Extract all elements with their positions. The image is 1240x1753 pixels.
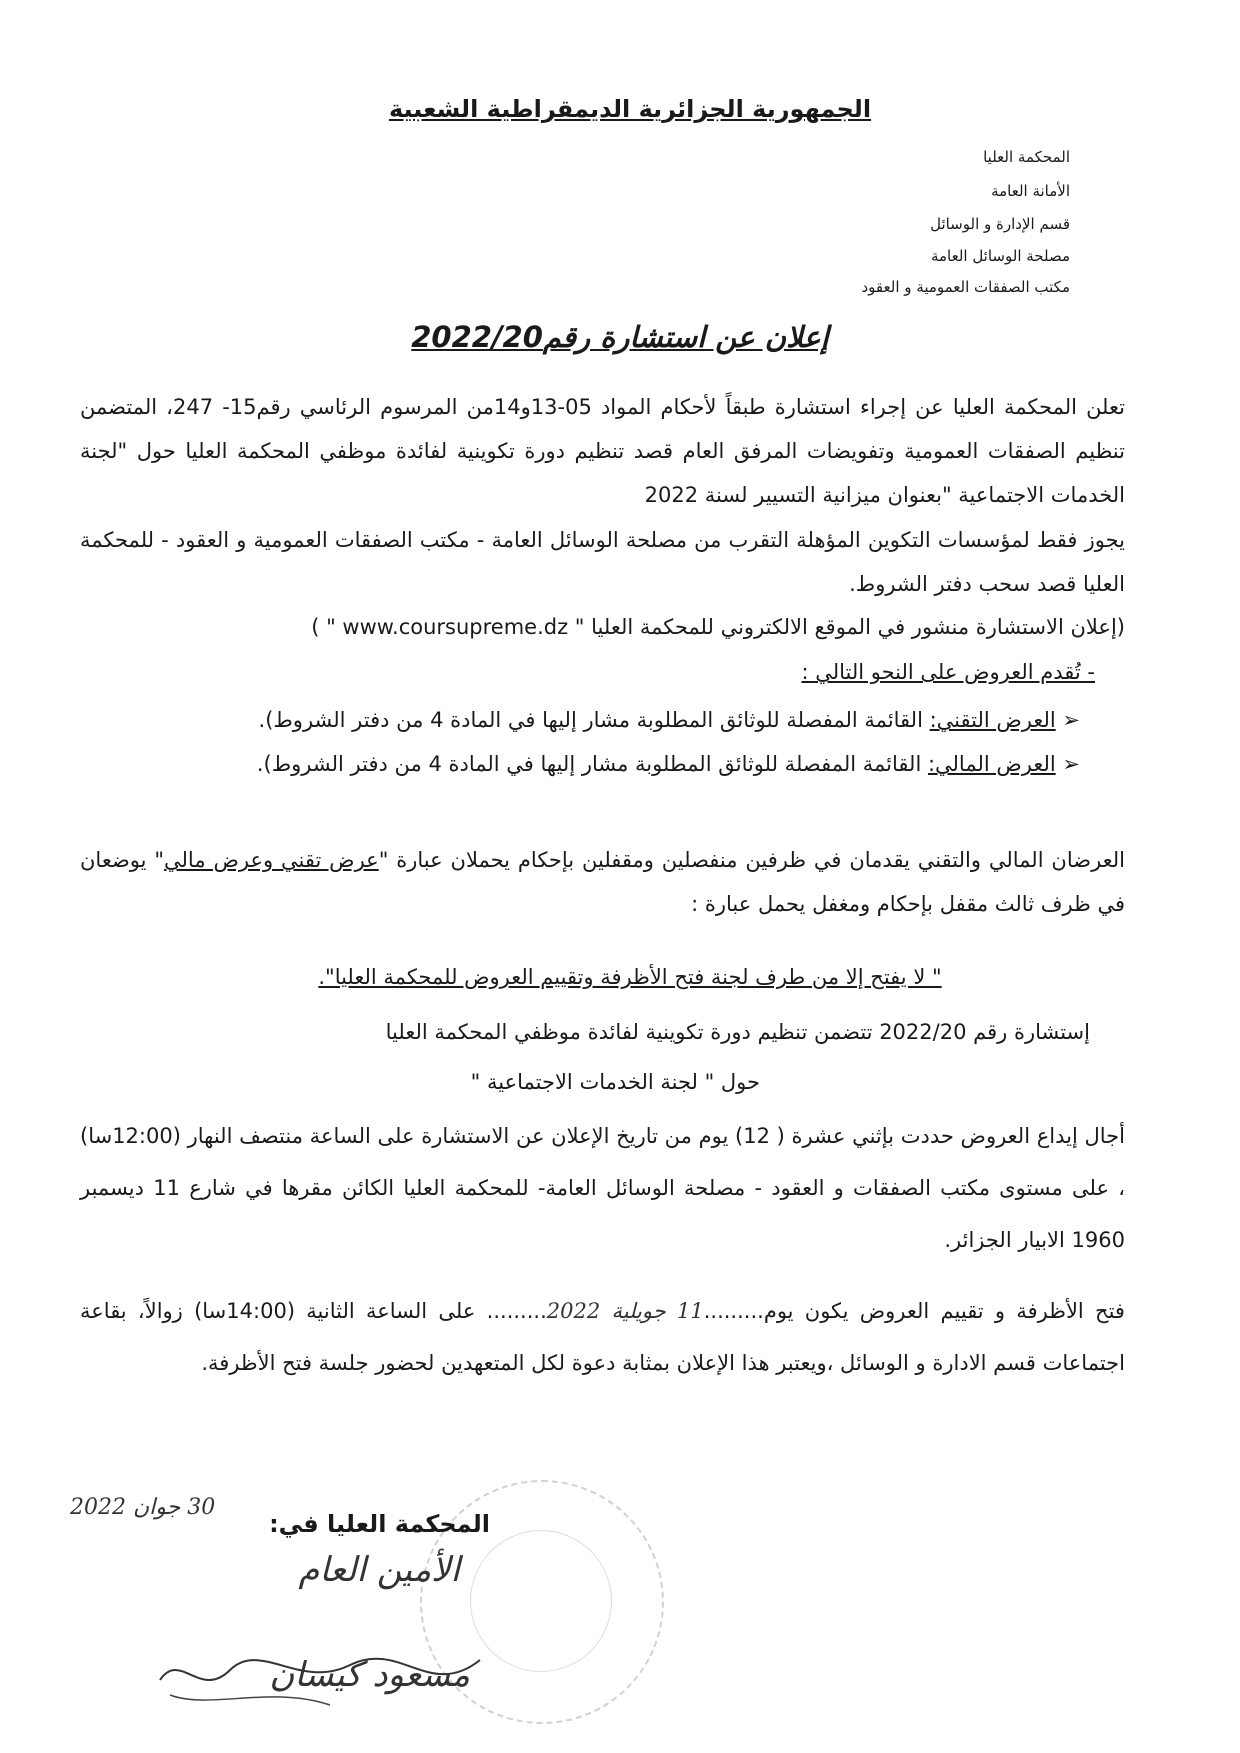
- paragraph-envelopes: [80, 838, 1125, 926]
- paragraph-intro: تعلن المحكمة العليا عن إجراء استشارة طبقاً لأحكام المواد 05-13و14من المرسوم الرئاسي رقم15- 247، المتضمن تنظيم الصفقات العمومية وتفويضات المرفق العام قصد تنظيم دورة تكوينية لفائدة موظفي المحكمة العليا حول "لجنة الخدمات الاجتماعية "بعنوان ميزانية التسيير لسنة 2022: [80, 395, 1125, 507]
- paragraph-opening: فتح الأظرفة و تقييم العروض يكون يوم.........11 جويلية 2022......... على الساعة الثانية (14:00سا) زوالاً، بقاعة اجتماعات قسم الادارة و الوسائل ،ويعتبر هذا الإعلان بمثابة دعوة لكل المتعهدين لحضور جلسة فتح الأظرفة.: [80, 1299, 1125, 1375]
- signature-scribble: [150, 1640, 490, 1730]
- org-line-service: مصلحة الوسائل العامة: [930, 247, 1070, 265]
- bullet-financial-text: القائمة المفصلة للوثائق المطلوبة مشار إليها في المادة 4 من دفتر الشروط).: [256, 752, 928, 776]
- paragraph-consultation-topic: حول " لجنة الخدمات الاجتماعية ": [470, 1070, 760, 1094]
- org-line-court: المحكمة العليا: [983, 148, 1070, 166]
- paragraph-deadline: أجال إيداع العروض حددت بإثني عشرة ( 12) يوم من تاريخ الإعلان عن الاستشارة على الساعة منتصف النهار (12:00سا) ، على مستوى مكتب الصفقات و العقود - مصلحة الوسائل العامة- للمحكمة العليا الكائن مقرها في شارع 11 ديسمبر 1960 الابيار الجزائر.: [80, 1124, 1126, 1252]
- bullet-technical-label: العرض التقني:: [929, 708, 1056, 732]
- paragraph-consultation-subject: إستشارة رقم 2022/20 تتضمن تنظيم دورة تكوينية لفائدة موظفي المحكمة العليا: [385, 1020, 1090, 1044]
- signature-role-handwritten: الأمين العام: [298, 1550, 460, 1590]
- envelopes-text-b: " يوضعان في ظرف ثالث مقفل بإحكام ومغفل يحمل عبارة :: [80, 848, 1125, 916]
- bullet-arrow-icon: ➢: [1055, 708, 1080, 732]
- signature-name-handwritten: مسعود كيسان: [269, 1655, 470, 1695]
- bullet-arrow-icon: ➢: [1055, 752, 1080, 776]
- envelope-quote: " لا يفتح إلا من طرف لجنة فتح الأظرفة وتقييم العروض للمحكمة العليا".: [318, 965, 942, 989]
- bullet-technical-offer: [180, 708, 1080, 732]
- paragraph-eligibility: يجوز فقط لمؤسسات التكوين المؤهلة التقرب من مصلحة الوسائل العامة - مكتب الصفقات العمومية و العقود - للمحكمة العليا قصد سحب دفتر الشروط.: [80, 528, 1125, 596]
- bullet-financial-label: العرض المالي:: [927, 752, 1056, 776]
- country-heading: الجمهورية الجزائرية الديمقراطية الشعبية: [388, 95, 872, 123]
- org-line-secretariat: الأمانة العامة: [991, 182, 1070, 200]
- official-stamp-inner: [470, 1530, 612, 1672]
- envelopes-label: عرض تقني وعرض مالي: [164, 848, 379, 872]
- opening-text-a: فتح الأظرفة و تقييم العروض يكون يوم: [763, 1299, 1125, 1323]
- signature-date-handwritten: 30 جوان 2022: [70, 1495, 216, 1520]
- signature-place: المحكمة العليا في:: [269, 1510, 490, 1538]
- envelopes-text-a: العرضان المالي والتقني يقدمان في ظرفين منفصلين ومقفلين بإحكام يحملان عبارة ": [378, 848, 1126, 872]
- opening-text-b: على الساعة الثانية (14:00سا) زوالاً، بقاعة اجتماعات قسم الادارة و الوسائل ،ويعتبر هذا الإعلان بمثابة دعوة لكل المتعهدين لحضور جلسة فتح الأظرفة.: [80, 1299, 1125, 1375]
- bullet-financial-offer: [180, 752, 1080, 776]
- org-line-division: قسم الإدارة و الوسائل: [930, 215, 1070, 233]
- bullet-technical-text: القائمة المفصلة للوثائق المطلوبة مشار إليها في المادة 4 من دفتر الشروط).: [258, 708, 930, 732]
- opening-date-handwritten: 11 جويلية 2022: [546, 1299, 704, 1323]
- org-line-office: مكتب الصفقات العمومية و العقود: [861, 278, 1070, 296]
- offers-intro: - تُقدم العروض على النحو التالي :: [801, 660, 1095, 684]
- announcement-title: إعلان عن استشارة رقم2022/20: [411, 320, 829, 354]
- paragraph-website: (إعلان الاستشارة منشور في الموقع الالكتروني للمحكمة العليا " www.coursupreme.dz " ): [311, 615, 1125, 639]
